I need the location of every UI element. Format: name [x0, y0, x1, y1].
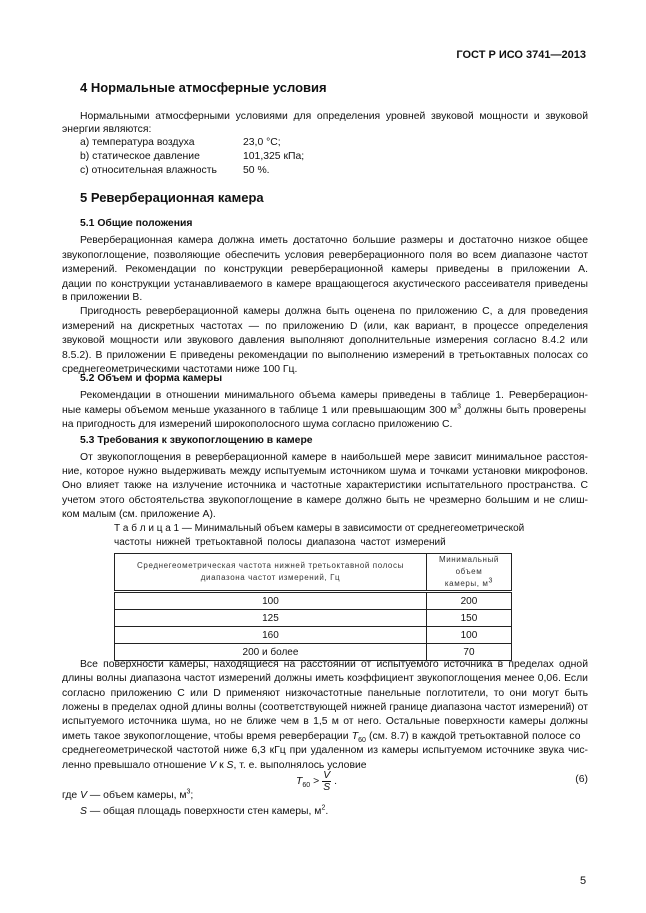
paragraph-line: ние, которое нужно выдерживать между испытуемым источником шума и точками установки микрофонов. — [62, 466, 588, 477]
denominator: S — [323, 781, 331, 793]
formula-lhs — [296, 776, 310, 787]
superscript: 2 — [321, 804, 326, 812]
text: (см. 8.7) в каждой третьоктавной полосе со — [365, 731, 581, 742]
superscript: 3 — [186, 788, 191, 796]
section-5-1-heading: 5.1 Общие положения — [80, 218, 193, 229]
text: . — [334, 775, 338, 787]
paragraph-line: длины волны диапазона частот измерений должны иметь коэффициент звукопоглощения менее 0,06. Если — [62, 673, 588, 684]
paragraph-line: Пригодность реверберационной камеры должна быть оценена по приложению С, а для проведения — [80, 306, 588, 317]
cell: 125 — [115, 610, 427, 627]
equation-number: (6) — [575, 774, 588, 785]
paragraph-line: измерений. Рекомендации по конструкции реверберационной камеры приведены в приложении А. — [62, 264, 588, 275]
text: ные камеры объемом меньше указанного в таблице 1 или превышающим 300 м — [62, 405, 458, 416]
table-row — [115, 627, 512, 644]
condition-value: 23,0 °С; — [243, 137, 281, 148]
condition-label: а) температура воздуха — [80, 137, 195, 148]
cell: 160 — [115, 627, 427, 644]
paragraph-line: на пригодность для измерений широкополосного шума согласно приложению С. — [62, 419, 453, 430]
condition-label: с) относительная влажность — [80, 165, 217, 176]
section-5-heading: 5 Реверберационная камера — [80, 190, 264, 205]
text: ленно превышало отношение — [62, 760, 210, 771]
table-row — [115, 592, 512, 610]
table-header-row — [115, 554, 512, 592]
paragraph-line: учетом этого обстоятельства звукопоглощение в камере должно быть не чрезмерно большим и не слиш- — [62, 495, 588, 506]
paragraph-line: в приложении В. — [62, 292, 143, 303]
column-header-frequency: Среднегеометрическая частота нижней третьоктавной полосы диапазона частот измерений, Гц — [115, 554, 427, 592]
paragraph-line: звукопоглощение, позволяющие обеспечить условия реверберационного поля во всем диапазоне частот — [62, 250, 588, 261]
paragraph-line: От звукопоглощения в реверберационной камере в наибольшей мере зависит минимальное расстоя- — [80, 452, 588, 463]
min-volume-table — [114, 553, 512, 661]
table-caption: Т а б л и ц а 1 — Минимальный объем камеры в зависимости от среднегеометрической — [114, 523, 525, 534]
superscript: 3 — [488, 577, 494, 585]
where-line — [62, 789, 588, 803]
paragraph-line: Рекомендации в отношении минимального объема камеры приведены в таблице 1. Реверберацион- — [80, 390, 588, 401]
cell: 100 — [426, 627, 511, 644]
column-header-volume — [426, 554, 511, 592]
text: Минимальный объем камеры, м — [438, 555, 499, 588]
where-line — [80, 805, 588, 819]
symbol: S — [80, 806, 87, 817]
symbol: V — [209, 760, 217, 771]
text: к — [216, 760, 227, 771]
page-number: 5 — [580, 875, 587, 887]
paragraph-line — [62, 404, 588, 418]
cell: 200 и более — [115, 644, 427, 661]
symbol: T — [351, 731, 359, 742]
table-caption: частоты нижней третьоктавной полосы диапазона частот измерений — [114, 537, 446, 548]
table-row — [115, 610, 512, 627]
subscript: 60 — [302, 781, 311, 789]
paragraph-line: Все поверхности камеры, находящиеся на расстоянии от испытуемого источника в пределах одной — [80, 659, 588, 670]
cell: 150 — [426, 610, 511, 627]
paragraph-line: Реверберационная камера должна иметь достаточно большие размеры и достаточно низкое общее — [80, 235, 588, 246]
paragraph-line: энергии являются: — [62, 124, 152, 135]
paragraph-line: дации по конструкции устанавливаемого в камере вращающегося акустического рассеивателя приведены — [62, 279, 588, 290]
subscript: 60 — [358, 737, 366, 745]
paragraph-line — [62, 730, 588, 744]
operator: > — [313, 775, 320, 787]
condition-value: 50 %. — [243, 165, 270, 176]
text: иметь такое звукопоглощение, чтобы время реверберации — [62, 731, 352, 742]
section-5-2-heading: 5.2 Объем и форма камеры — [80, 373, 223, 384]
paragraph-line: измерений на дискретных частотах — по приложению D (или, как вариант, в процессе определения — [62, 321, 588, 332]
condition-label: b) статическое давление — [80, 151, 200, 162]
text: где — [62, 790, 81, 801]
text: — объем камеры, м — [87, 790, 187, 801]
paragraph-line: среднегеометрическими частотами ниже 100 Гц. — [62, 364, 298, 375]
text: должны быть проверены — [461, 405, 587, 416]
cell: 70 — [426, 644, 511, 661]
paragraph-line: согласно приложению С или D применяют низкочастотные панельные поглотители, то они могут быть — [62, 688, 588, 699]
text: ; — [190, 790, 194, 801]
paragraph-line: испытуемого источника шума, но не ближе чем в 1,5 м от него. Остальные поверхности камеры должны — [62, 716, 588, 727]
text: , т. е. выполнялось условие — [233, 760, 367, 771]
paragraph-line: ложены в пределах одной длины волны (соответствующей нижней границе диапазона частот измерений) от — [62, 702, 588, 713]
symbol: V — [80, 790, 87, 801]
condition-value: 101,325 кПа; — [243, 151, 305, 162]
paragraph-line: ком малым (см. приложение А). — [62, 509, 216, 520]
document-header: ГОСТ Р ИСО 3741—2013 — [456, 49, 586, 61]
symbol: S — [226, 760, 234, 771]
paragraph-line: среднегеометрической частотой ниже 6,3 кГц при удаленном из камеры испытуемом источнике звука чис- — [62, 745, 588, 756]
symbol: T — [296, 775, 303, 787]
cell: 200 — [426, 592, 511, 610]
section-5-3-heading: 5.3 Требования к звукопоглощению в камере — [80, 435, 313, 446]
text: . — [325, 806, 329, 817]
cell: 100 — [115, 592, 427, 610]
paragraph-line: Оно влияет также на излучение источника и частотные характеристики испытательного пространства. С — [62, 480, 588, 491]
paragraph-line: 8.5.2). В приложении Е приведены рекомендации по выполнению измерений в третьоктавных полосах со — [62, 350, 588, 361]
numerator: V — [323, 769, 331, 781]
paragraph-line: Нормальными атмосферными условиями для определения уровней звуковой мощности и звуковой — [80, 111, 588, 122]
superscript: 3 — [457, 403, 462, 411]
text: — общая площадь поверхности стен камеры, м — [86, 806, 322, 817]
section-4-heading: 4 Нормальные атмосферные условия — [80, 80, 327, 95]
paragraph-line: звуковой мощности или звукового давления выполняют дополнительные измерения согласно 8.4.2 или — [62, 335, 588, 346]
